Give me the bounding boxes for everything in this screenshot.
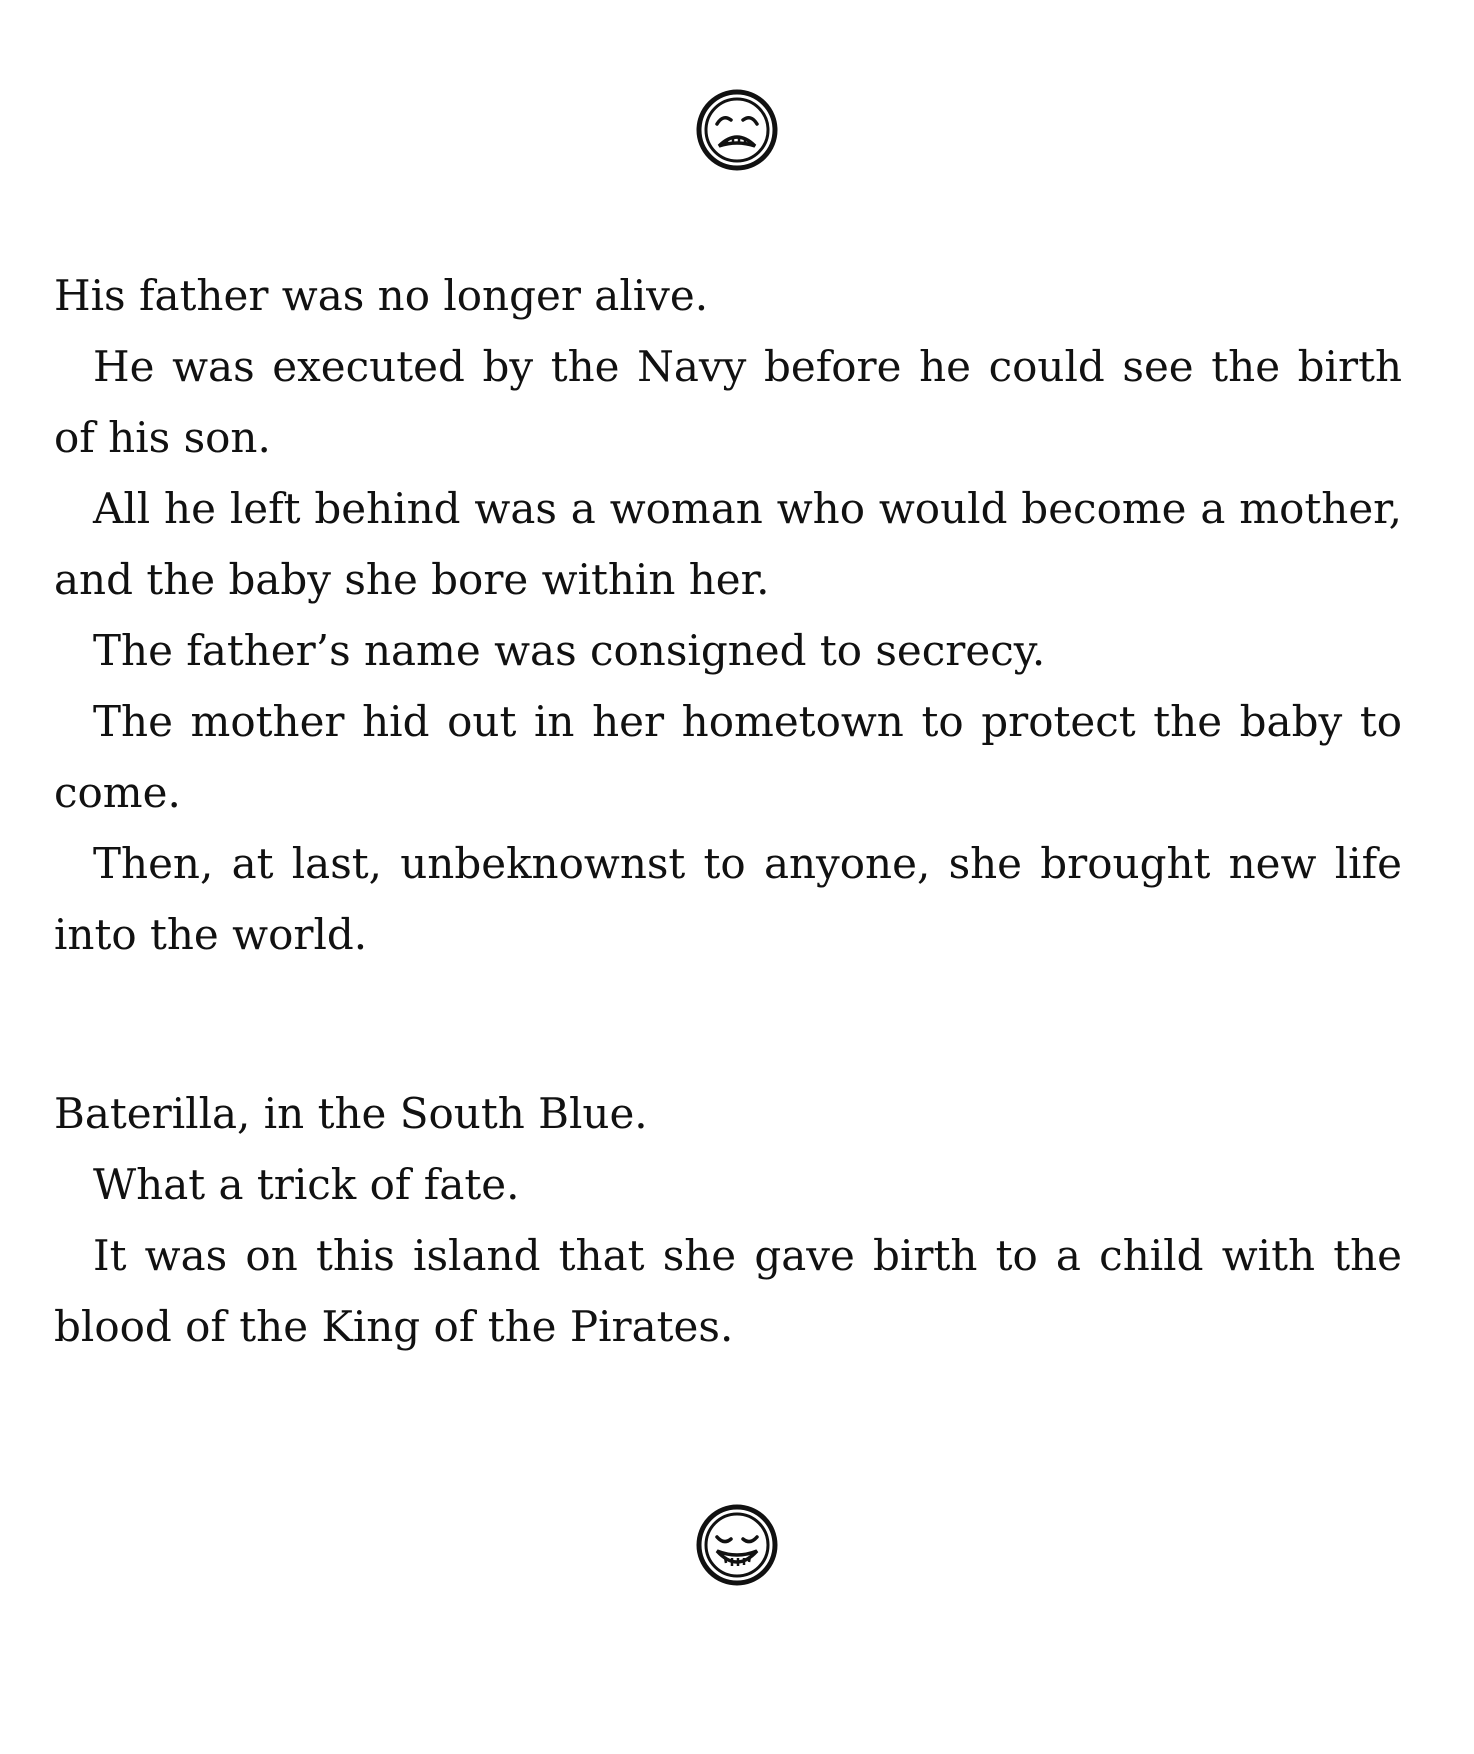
paragraph: The father’s name was consigned to secrecy. bbox=[93, 626, 1046, 675]
paragraph: It was on this island that she gave birth to a child with the blood of the King of the Pirates. bbox=[54, 1231, 1402, 1351]
paragraph: What a trick of fate. bbox=[93, 1160, 520, 1209]
paragraph: Then, at last, unbeknownst to anyone, she brought new life into the world. bbox=[54, 839, 1402, 959]
paragraph: The mother hid out in her hometown to protect the baby to come. bbox=[54, 697, 1402, 817]
paragraph: He was executed by the Navy before he could see the birth of his son. bbox=[54, 342, 1402, 462]
passage-section-2 bbox=[54, 1078, 1402, 1362]
grin-face-icon bbox=[695, 1503, 779, 1587]
sad-face-icon bbox=[695, 88, 779, 172]
passage-section-1 bbox=[54, 260, 1402, 970]
paragraph: His father was no longer alive. bbox=[54, 271, 709, 320]
paragraph: Baterilla, in the South Blue. bbox=[54, 1089, 648, 1138]
paragraph: All he left behind was a woman who would become a mother, and the baby she bore within her. bbox=[54, 484, 1402, 604]
